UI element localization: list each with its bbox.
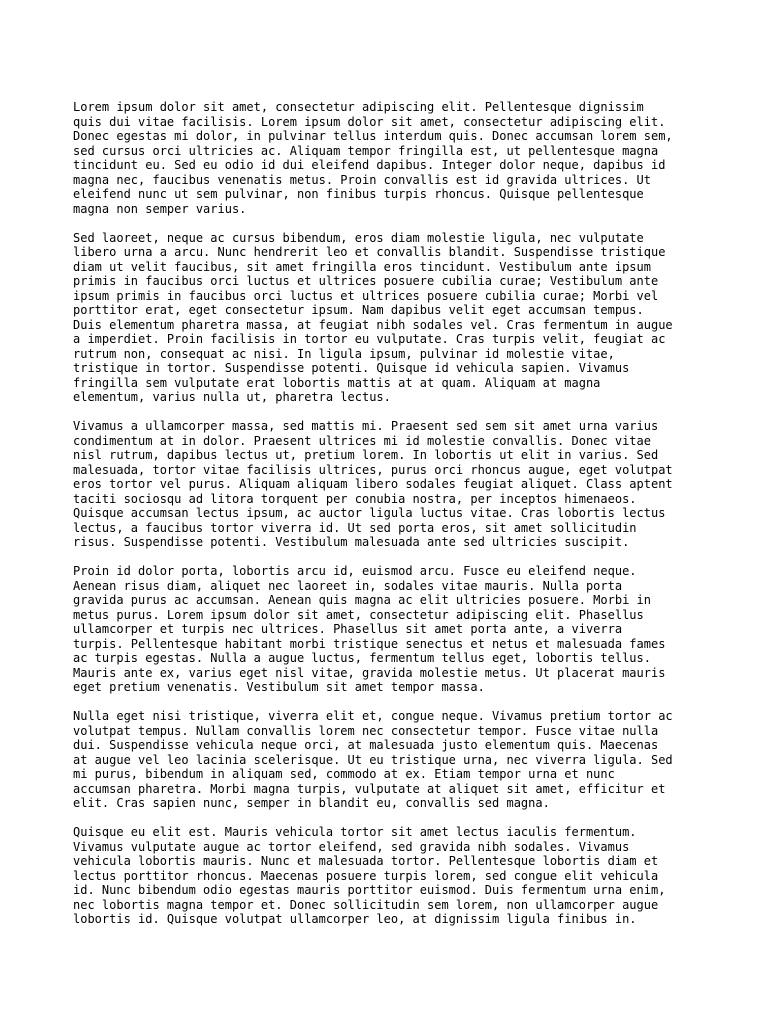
paragraph-4: Proin id dolor porta, lobortis arcu id, euismod arcu. Fusce eu eleifend neque. Aenean risus diam, aliquet nec laoreet in, sodales vitae mauris. Nulla porta gravida purus ac accumsan. Aenean quis magna ac elit ultricies posuere. Morbi in metus purus. Lorem ipsum dolor sit amet, consectetur adipiscing elit. Phasellus ullamcorper et turpis nec ultrices. Phasellus sit amet porta ante, a viverra turpis. Pellentesque habitant morbi tristique senectus et netus et malesuada fames ac turpis egestas. Nulla a augue luctus, fermentum tellus eget, lobortis tellus. Mauris ante ex, varius eget nisl vitae, gravida molestie metus. Ut placerat mauris eget pretium venenatis. Vestibulum sit amet tempor massa. <box>73 564 666 694</box>
document-body <box>73 100 703 941</box>
paragraph-2: Sed laoreet, neque ac cursus bibendum, eros diam molestie ligula, nec vulputate libero urna a arcu. Nunc hendrerit leo et convallis blandit. Suspendisse tristique diam ut velit faucibus, sit amet fringilla eros tincidunt. Vestibulum ante ipsum primis in faucibus orci luctus et ultrices posuere cubilia curae; Vestibulum ante ipsum primis in faucibus orci luctus et ultrices posuere cubilia curae; Morbi vel porttitor erat, eget consectetur ipsum. Nam dapibus velit eget accumsan tempus. Duis elementum pharetra massa, at feugiat nibh sodales vel. Cras fermentum in augue a imperdiet. Proin facilisis in tortor eu vulputate. Cras turpis velit, feugiat ac rutrum non, consequat ac nisi. In ligula ipsum, pulvinar id molestie vitae, tristique in tortor. Suspendisse potenti. Quisque id vehicula sapien. Vivamus fringilla sem vulputate erat lobortis mattis at at quam. Aliquam at magna elementum, varius nulla ut, pharetra lectus. <box>73 230 673 404</box>
paragraph-1: Lorem ipsum dolor sit amet, consectetur adipiscing elit. Pellentesque dignissim quis dui vitae facilisis. Lorem ipsum dolor sit amet, consectetur adipiscing elit. Donec egestas mi dolor, in pulvinar tellus interdum quis. Donec accumsan lorem sem, sed cursus orci ultricies ac. Aliquam tempor fringilla est, ut pellentesque magna tincidunt eu. Sed eu odio id dui eleifend dapibus. Integer dolor neque, dapibus id magna nec, faucibus venenatis metus. Proin convallis est id gravida ultrices. Ut eleifend nunc ut sem pulvinar, non finibus turpis rhoncus. Quisque pellentesque magna non semper varius. <box>73 100 673 216</box>
paragraph-3: Vivamus a ullamcorper massa, sed mattis mi. Praesent sed sem sit amet urna varius condimentum at in dolor. Praesent ultrices mi id molestie convallis. Donec vitae nisl rutrum, dapibus lectus ut, pretium lorem. In lobortis ut elit in varius. Sed malesuada, tortor vitae facilisis ultrices, purus orci rhoncus augue, eget volutpat eros tortor vel purus. Aliquam aliquam libero sodales feugiat aliquet. Class aptent taciti sociosqu ad litora torquent per conubia nostra, per inceptos himenaeos. Quisque accumsan lectus ipsum, ac auctor ligula luctus vitae. Cras lobortis lectus lectus, a faucibus tortor viverra id. Ut sed porta eros, sit amet sollicitudin risus. Suspendisse potenti. Vestibulum malesuada ante sed ultricies suscipit. <box>73 419 673 549</box>
paragraph-6: Quisque eu elit est. Mauris vehicula tortor sit amet lectus iaculis fermentum. Vivamus vulputate augue ac tortor eleifend, sed gravida nibh sodales. Vivamus vehicula lobortis mauris. Nunc et malesuada tortor. Pellentesque lobortis diam et lectus porttitor rhoncus. Maecenas posuere turpis lorem, sed congue elit vehicula id. Nunc bibendum odio egestas mauris porttitor euismod. Duis fermentum urna enim, nec lobortis magna tempor et. Donec sollicitudin sem lorem, non ullamcorper augue lobortis id. Quisque volutpat ullamcorper leo, at dignissim ligula finibus in. <box>73 825 666 926</box>
paragraph-5: Nulla eget nisi tristique, viverra elit et, congue neque. Vivamus pretium tortor ac volutpat tempus. Nullam convallis lorem nec consectetur tempor. Fusce vitae nulla dui. Suspendisse vehicula neque orci, at malesuada justo elementum quis. Maecenas at augue vel leo lacinia scelerisque. Ut eu tristique urna, nec viverra ligula. Sed mi purus, bibendum in aliquam sed, commodo at ex. Etiam tempor urna et nunc accumsan pharetra. Morbi magna turpis, vulputate at aliquet sit amet, efficitur et elit. Cras sapien nunc, semper in blandit eu, convallis sed magna. <box>73 709 673 810</box>
